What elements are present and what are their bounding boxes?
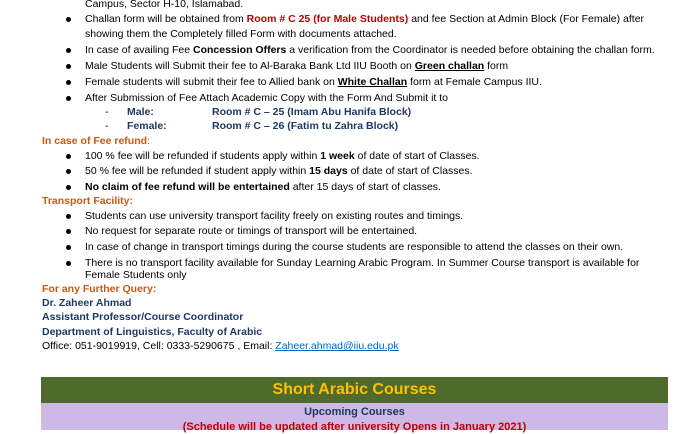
transport-item-3: In case of change in transport timings during the course students are responsible to attend the classes on their own. bbox=[85, 241, 624, 253]
bullet bbox=[66, 245, 71, 250]
transport-item-1: Students can use university transport facility freely on existing routes and timings. bbox=[85, 210, 464, 222]
transport-heading: Transport Facility: bbox=[42, 195, 134, 207]
bullet bbox=[66, 229, 71, 234]
female-room: Room # C – 26 (Fatim tu Zahra Block) bbox=[212, 120, 399, 132]
dash-marker: - bbox=[105, 106, 109, 118]
challan-form-item: Challan form will be obtained from Room # C 25 (for Male Students) and fee Section at Admin Block (For Female) after bbox=[85, 13, 645, 25]
male-label: Male: bbox=[127, 106, 154, 118]
male-fee-item: Male Students will Submit their fee to Al-Baraka Bank Ltd IIU Booth on Green challan form bbox=[85, 60, 509, 72]
contact-heading: For any Further Query: bbox=[42, 283, 157, 295]
upcoming-courses-heading: Upcoming Courses bbox=[304, 406, 405, 418]
transport-item-2: No request for separate route or timings of transport will be entertained. bbox=[85, 225, 418, 237]
campus-line: Campus, Sector H-10, Islamabad. bbox=[85, 0, 244, 10]
female-label: Female: bbox=[127, 120, 167, 132]
upcoming-courses-panel bbox=[41, 403, 668, 433]
contact-name: Dr. Zaheer Ahmad bbox=[42, 297, 132, 309]
bullet bbox=[66, 214, 71, 219]
bullet bbox=[66, 48, 71, 53]
bullet bbox=[66, 154, 71, 159]
refund-item-3: No claim of fee refund will be entertained after 15 days of start of classes. bbox=[85, 181, 441, 193]
bullet bbox=[66, 80, 71, 85]
bullet bbox=[66, 96, 71, 101]
contact-title: Assistant Professor/Course Coordinator bbox=[42, 311, 244, 323]
refund-item-2: 50 % fee will be refunded if student apply within 15 days of date of start of Classes. bbox=[85, 165, 473, 177]
schedule-note: (Schedule will be updated after university Opens in January 2021) bbox=[182, 421, 527, 433]
transport-item-4: There is no transport facility available for Sunday Learning Arabic Program. In Summer Course transport is available for bbox=[85, 257, 640, 269]
refund-item-1: 100 % fee will be refunded if students apply within 1 week of date of start of Classes. bbox=[85, 150, 480, 162]
contact-department: Department of Linguistics, Faculty of Arabic bbox=[42, 326, 263, 338]
bullet bbox=[66, 261, 71, 266]
contact-phones: Office: 051-9019919, Cell: 0333-5290675 , Email: Zaheer.ahmad@iiu.edu.pk bbox=[42, 340, 399, 352]
refund-heading: In case of Fee refund: bbox=[42, 135, 150, 147]
female-fee-item: Female students will submit their fee to Allied bank on White Challan form at Female Campus IIU. bbox=[85, 76, 542, 88]
challan-form-item-cont: showing them the Completely filled Form with documents attached. bbox=[85, 28, 397, 40]
male-room: Room # C – 25 (Imam Abu Hanifa Block) bbox=[212, 106, 412, 118]
dash-marker: - bbox=[105, 120, 109, 132]
bullet bbox=[66, 185, 71, 190]
bullet bbox=[66, 17, 71, 22]
bullet bbox=[66, 169, 71, 174]
email-link[interactable]: Zaheer.ahmad@iiu.edu.pk bbox=[275, 340, 399, 352]
concession-item: In case of availing Fee Concession Offers a verification from the Coordinator is needed before obtaining the challan form. bbox=[85, 44, 655, 56]
short-arabic-courses-banner: Short Arabic Courses bbox=[41, 377, 668, 403]
submission-item: After Submission of Fee Attach Academic Copy with the Form And Submit it to bbox=[85, 92, 448, 104]
transport-item-4-cont: Female Students only bbox=[85, 269, 187, 281]
bullet bbox=[66, 64, 71, 69]
